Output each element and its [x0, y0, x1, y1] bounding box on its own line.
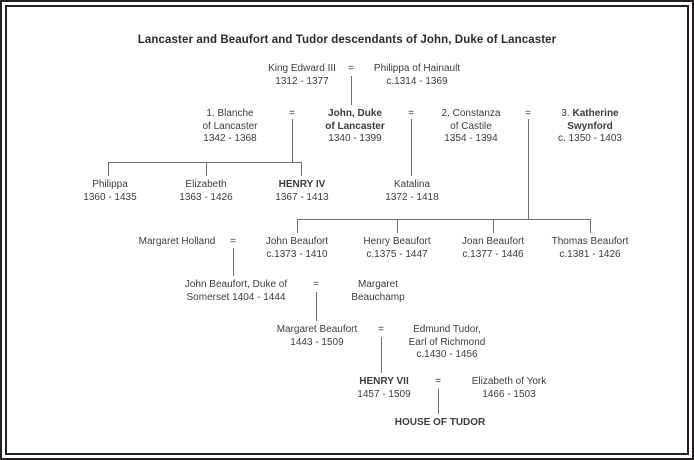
person-text-line: HOUSE OF TUDOR — [394, 417, 486, 428]
person-text-line: c.1373 - 1410 — [266, 248, 328, 260]
person-margaret-beauchamp — [298, 279, 458, 304]
person-text-line: c.1314 - 1369 — [386, 75, 448, 87]
person-text-line: Swynford — [567, 120, 613, 132]
person-text-line: 1360 - 1435 — [83, 191, 137, 203]
marriage-equals-holland-beaufort: = — [230, 236, 236, 247]
marriage-equals-john-katherine: = — [525, 108, 531, 119]
person-text-line: HENRY VII — [359, 376, 409, 387]
person-text-line: 1443 - 1509 — [290, 336, 344, 348]
person-text-line: Philippa — [92, 179, 128, 190]
person-text-line: Earl of Richmond — [408, 336, 486, 348]
person-text-line: 1340 - 1399 — [328, 133, 382, 144]
person-text-line: 1367 - 1413 — [275, 191, 329, 203]
person-text-line: Somerset 1404 - 1444 — [186, 291, 286, 303]
person-text-line: of Lancaster — [325, 120, 385, 132]
person-text-line: Beauchamp — [351, 291, 405, 303]
person-elizabeth-of-york — [429, 376, 589, 401]
marriage-equals-edward-philippa: = — [348, 63, 354, 74]
person-text-line: 1457 - 1509 — [357, 388, 411, 400]
person-text-line: Elizabeth — [185, 179, 227, 190]
connector-line — [108, 162, 109, 176]
marriage-equals-somerset-beauchamp: = — [313, 279, 319, 290]
person-katalina — [332, 179, 492, 204]
person-text-line: c.1381 - 1426 — [559, 248, 621, 260]
marriage-equals-henryvii-york: = — [435, 376, 441, 387]
person-text-line: Margaret Beaufort — [276, 324, 358, 335]
person-text-line: Edmund Tudor, — [413, 324, 481, 335]
person-text-line: c. 1350 - 1403 — [558, 133, 622, 144]
person-text-line: Philippa of Hainault — [373, 63, 461, 74]
person-text-line: Margaret — [357, 279, 398, 290]
person-text-line: of Castile — [450, 120, 492, 132]
person-text-line: Elizabeth of York — [471, 376, 547, 387]
person-text-line: c.1377 - 1446 — [462, 248, 524, 260]
person-text-line: Joan Beaufort — [461, 236, 525, 247]
connector-line — [108, 162, 301, 163]
person-text-line: 2. Constanza — [441, 108, 501, 119]
person-text-line: Thomas Beaufort — [551, 236, 629, 247]
person-text-line: c.1430 - 1456 — [416, 349, 478, 360]
connector-line — [397, 219, 398, 233]
person-text-line: John Beaufort, Duke of — [184, 279, 288, 290]
person-text-line: John Beaufort — [265, 236, 329, 247]
person-philippa-of-hainault — [337, 63, 497, 88]
person-text-line: King Edward III — [268, 63, 336, 74]
person-katherine-swynford — [510, 108, 670, 146]
person-thomas-beaufort — [510, 236, 670, 261]
person-text-line: John, Duke — [328, 108, 382, 119]
person-text-line: 1363 - 1426 — [179, 191, 233, 203]
person-text-line: 1466 - 1503 — [482, 388, 536, 400]
person-house-of-tudor — [360, 417, 520, 430]
marriage-equals-beaufort-tudor: = — [378, 324, 384, 335]
person-text-line: 3. Katherine — [561, 108, 619, 119]
connector-line — [297, 219, 298, 233]
person-text-line: 1372 - 1418 — [385, 191, 439, 203]
person-text-line: HENRY IV — [278, 179, 326, 190]
connector-line — [206, 162, 207, 176]
chart-title: Lancaster and Beaufort and Tudor descendants of John, Duke of Lancaster — [137, 34, 557, 46]
person-text-line: 1342 - 1368 — [203, 133, 257, 144]
person-text-line: 1312 - 1377 — [275, 75, 329, 87]
connector-line — [493, 219, 494, 233]
person-text-line: of Lancaster — [202, 120, 258, 132]
person-text-line: Margaret Holland — [138, 236, 216, 247]
person-text-line: 1354 - 1394 — [444, 133, 498, 144]
person-text-line: 1. Blanche — [206, 108, 254, 119]
person-text-line: c.1375 - 1447 — [366, 248, 428, 260]
connector-line — [297, 219, 590, 220]
connector-line — [590, 219, 591, 233]
marriage-equals-blanche-john: = — [289, 108, 295, 119]
marriage-equals-john-constanza: = — [408, 108, 414, 119]
person-john-beaufort-duke-of-somerset — [156, 279, 316, 304]
person-text-line: Katalina — [393, 179, 431, 190]
connector-line — [301, 162, 302, 176]
person-edmund-tudor — [367, 324, 527, 362]
person-text-line: Henry Beaufort — [363, 236, 431, 247]
